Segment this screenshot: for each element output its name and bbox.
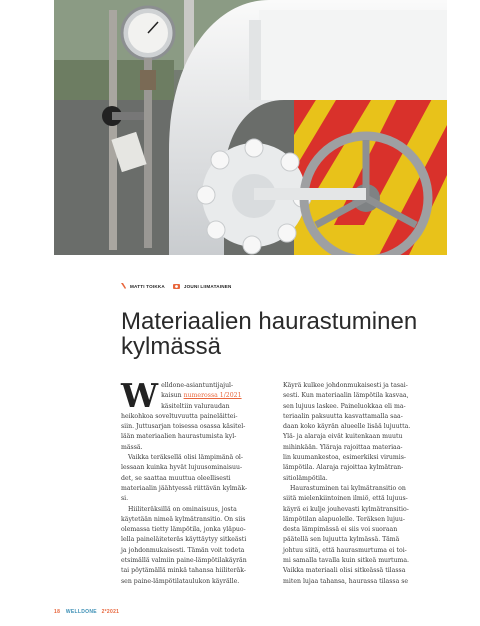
issue-number: 2*2021 <box>101 609 120 615</box>
p1-rest-5: mässä. <box>121 443 143 451</box>
paragraph-4: Käyrä kulkee johdonmukaisesti ja tasai- sesti. Kun materiaalin lämpötila kasvaa, sen lujuus laskee. Paineluokkaa eli ma- teriaalin paksuutta kasvattamalla saa- daan koko käyrän alueelle lisää lujuutta. Ylä- ja alaraja eivät kuitenkaan muutu mihinkään. Yläraja rajoittaa materiaa- lin kuumankestoa, esimerkiksi virumis- lämpötila. Alaraja rajoittaa kylmätran- sitiolämpötila. <box>283 382 411 482</box>
byline <box>121 283 232 289</box>
article-title <box>121 309 441 359</box>
magazine-name: WELLDONE <box>65 609 97 615</box>
page-footer <box>54 609 119 615</box>
title-line-2: kylmässä <box>121 333 222 360</box>
paragraph-3: Hiiliteräksillä on ominaisuus, josta käytetään nimeä kylmätransitio. On siis olemassa tietty lämpötila, jonka yläpuo- lella paineläiteteräs käyttäytyy sitkeästi ja johdonmukaisesti. Tämän voit todeta etsimällä valmiin paine-lämpötilakäyrän tai pöytämällä minkä tahansa hiiliteräk- sen paine-lämpötilataulukon käyrälle. <box>121 505 247 585</box>
p1-rest-2: heikohkoa soveltuvuutta paineläittei- <box>121 412 238 420</box>
text-column-2 <box>283 381 433 587</box>
paragraph-5: Haurastuminen tai kylmätransitio on siitä mielenkiintoinen ilmiö, että lujuus- käyrä ei kulje jouhevasti kylmätransitio- lämpötilan alapuolelle. Teräksen lujuu- desta lämpimässä ei siis voi suoraan päätellä sen lujuutta kylmässä. Tämä johtuu siitä, että haurasmurtuma ei toi- mi samalla tavalla kuin sitkeä murtuma. Vaikka materiaali olisi sitkeässä tilassa miten lujaa tahansa, haurassa tilassa se <box>283 484 409 585</box>
text-column-1 <box>121 376 271 587</box>
valve-photo-icon <box>54 0 447 255</box>
drop-cap: W <box>121 376 159 415</box>
p1-line-1: elldone-asiantuntijajul- <box>161 382 234 389</box>
p1-rest-4: lään materiaalien haurastumista kyl- <box>121 433 237 441</box>
pen-icon <box>121 283 126 289</box>
paragraph-1 <box>121 376 271 453</box>
page-number: 18 <box>54 609 61 615</box>
issue-link[interactable]: numerossa 1/2021 <box>183 392 242 400</box>
p1-rest-1: käsiteltiin valuraudan <box>161 402 230 410</box>
paragraph-2: Vaikka teräksellä olisi lämpimänä ol- lessaan kuinka hyvät lujuusominaisuu- det, se saattaa muuttua oleellisesti materiaalin jäähtyessä riittävän kylmäk- si. <box>121 454 248 503</box>
author-name: MATTI TOIKKA <box>130 283 165 289</box>
p1-rest-3: siin. Juttusarjan toisessa osassa käsitel- <box>121 423 246 431</box>
p1-line-2: kaisun <box>161 392 184 400</box>
title-line-1: Materiaalien haurastuminen <box>121 308 418 335</box>
camera-icon <box>173 283 180 289</box>
valve-photo <box>54 0 447 255</box>
photographer-name: JOUNI LIIMATAINEN <box>183 283 232 289</box>
